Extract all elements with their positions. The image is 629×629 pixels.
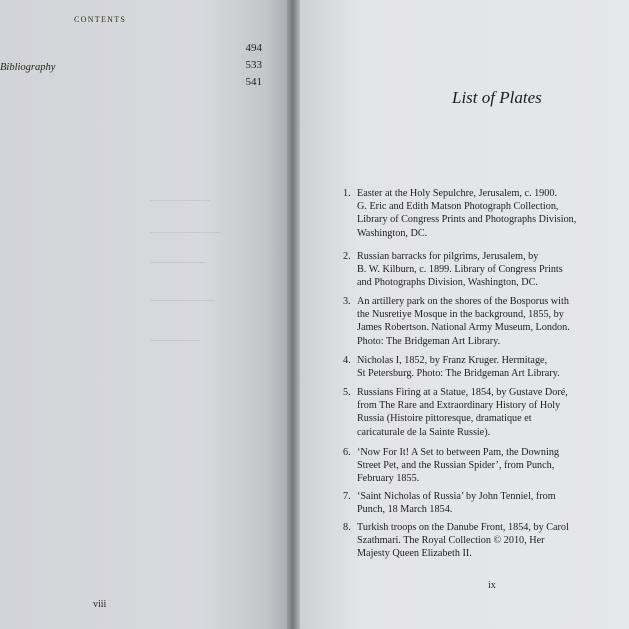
plate-caption-line: Photo: The Bridgeman Art Library. [357,335,501,347]
plate-number: 6. [343,447,351,458]
plate-number: 1. [343,188,351,199]
plate-caption-line: Russia (Histoire pittoresque, dramatique et [357,413,532,425]
plate-caption-line: Szathmari. The Royal Collection © 2010, Her [357,535,545,547]
plate-number: 5. [343,387,351,398]
running-head: CONTENTS [74,15,127,24]
plate-entry [343,187,613,240]
toc-entry-title: Bibliography [0,62,56,73]
page-number-left: viii [93,599,107,610]
plate-caption-line: Nicholas I, 1852, by Franz Kruger. Hermitage, [357,355,548,366]
plate-caption-line: Easter at the Holy Sepulchre, Jerusalem, c. 1900. [357,188,558,199]
plate-caption-line: and Photographs Division, Washington, DC. [357,277,538,289]
plate-caption-line: from The Rare and Extraordinary History of Holy [357,400,561,412]
plate-caption-line: Turkish troops on the Danube Front, 1854, by Carol [357,522,569,533]
show-through-mark [150,232,220,233]
plate-caption-line: February 1855. [357,473,420,485]
plate-entry [343,250,613,290]
plate-caption-line: Street Pet, and the Russian Spider’, from Punch, [357,460,555,472]
plate-entry [343,354,613,380]
plate-caption-line: Majesty Queen Elizabeth II. [357,548,472,560]
plate-entry [343,386,613,439]
plate-caption-line: B. W. Kilburn, c. 1899. Library of Congress Prints [357,264,563,276]
plate-caption-line: the Nusretiye Mosque in the background, 1855, by [357,309,564,321]
plate-caption-line: ‘Now For It! A Set to between Pam, the Downing [357,447,560,458]
plate-number: 3. [343,296,351,307]
plate-entry [343,295,613,348]
plate-number: 4. [343,355,351,366]
plate-number: 2. [343,251,351,262]
page-title: List of Plates [452,88,542,107]
plate-number: 7. [343,491,351,502]
plate-caption-line: An artillery park on the shores of the Bosporus with [357,296,569,307]
plate-entry [343,490,613,516]
plate-caption-line: James Robertson. National Army Museum, London. [357,322,570,334]
left-page [0,0,290,629]
plate-caption-line: Russians Firing at a Statue, 1854, by Gustave Doré, [357,387,568,398]
show-through-mark [150,200,210,201]
plate-caption-line: Washington, DC. [357,227,428,239]
plate-caption-line: G. Eric and Edith Matson Photograph Collection, [357,201,559,213]
toc-page-number: 533 [245,59,262,71]
plate-caption-line: Library of Congress Prints and Photographs Division, [357,214,577,226]
toc-page-number: 541 [245,76,262,88]
plate-entry [343,521,613,561]
show-through-mark [150,262,205,263]
plate-caption-line: caricaturale de la Sainte Russie). [357,426,491,438]
plate-caption-line: ‘Saint Nicholas of Russia’ by John Tenniel, from [357,491,556,502]
plate-caption-line: Punch, 18 March 1854. [357,504,453,516]
plate-number: 8. [343,522,351,533]
show-through-mark [150,300,215,301]
plate-entry [343,446,613,486]
page-number-right: ix [488,580,496,591]
show-through-mark [150,340,200,341]
plate-caption-line: Russian barracks for pilgrims, Jerusalem, by [357,251,539,262]
plate-caption-line: St Petersburg. Photo: The Bridgeman Art Library. [357,368,560,380]
toc-page-number: 494 [245,42,262,54]
book-gutter [287,0,301,629]
